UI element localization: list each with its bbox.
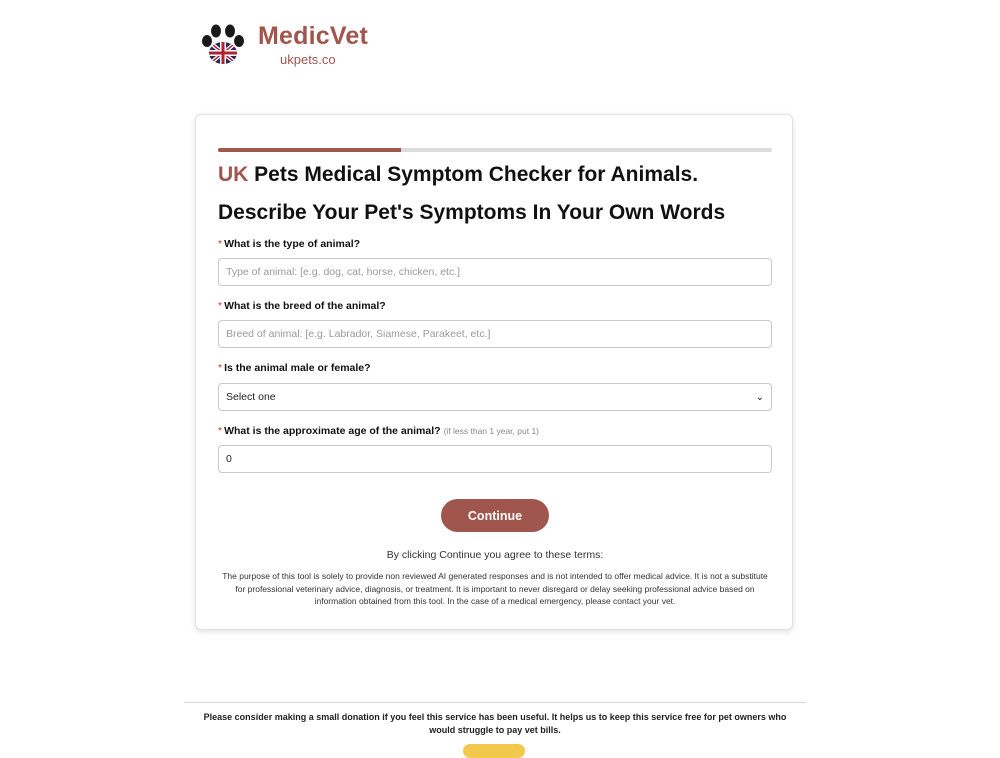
page-title xyxy=(218,163,698,187)
page-subtitle: Describe Your Pet's Symptoms In Your Own Words xyxy=(218,201,726,224)
sex-select[interactable] xyxy=(218,383,772,411)
progress-bar xyxy=(218,148,772,152)
sex-label xyxy=(218,362,371,374)
age-input[interactable] xyxy=(218,445,772,473)
breed-input[interactable] xyxy=(218,320,772,348)
breed-label xyxy=(218,300,386,312)
breed-label-text: What is the breed of the animal? xyxy=(224,300,386,312)
brand-name: MedicVet xyxy=(258,22,368,50)
progress-fill xyxy=(218,148,401,152)
animal-type-label-text: What is the type of animal? xyxy=(224,238,361,250)
site-logo[interactable] xyxy=(198,22,368,68)
terms-text: The purpose of this tool is solely to provide non reviewed AI generated responses and is not intended to offer medical advice. It is not a substitute for professional veterinary advice, diagnosis, or treatment. It is important to never disregard or delay seeking professional advice based on information obtained from this tool. In the case of a medical emergency, please contact your vet. xyxy=(222,571,768,606)
title-rest: Pets Medical Symptom Checker for Animals. xyxy=(248,163,699,186)
sex-label-text: Is the animal male or female? xyxy=(224,362,371,374)
donate-button[interactable] xyxy=(463,744,525,758)
age-hint: (if less than 1 year, put 1) xyxy=(443,426,540,436)
continue-button[interactable]: Continue xyxy=(441,499,549,532)
chevron-down-icon: ⌄ xyxy=(755,391,764,403)
required-marker: * xyxy=(218,362,223,374)
title-accent: UK xyxy=(218,163,249,186)
paw-logo-icon xyxy=(198,22,248,68)
donation-message: Please consider making a small donation if you feel this service has been useful. It helps us to keep this service free for pet owners who would struggle to pay vet bills. xyxy=(203,712,787,735)
sex-select-value: Select one xyxy=(226,391,276,403)
animal-type-label xyxy=(218,238,360,250)
required-marker: * xyxy=(218,238,223,250)
footer-divider xyxy=(184,702,806,703)
age-label xyxy=(218,425,539,437)
age-label-text: What is the approximate age of the animal? xyxy=(224,425,441,437)
brand-domain: ukpets.co xyxy=(280,52,336,67)
required-marker: * xyxy=(218,300,223,312)
symptom-checker-card xyxy=(195,114,793,630)
animal-type-input[interactable] xyxy=(218,258,772,286)
agree-text: By clicking Continue you agree to these terms: xyxy=(386,549,604,561)
required-marker: * xyxy=(218,425,223,437)
